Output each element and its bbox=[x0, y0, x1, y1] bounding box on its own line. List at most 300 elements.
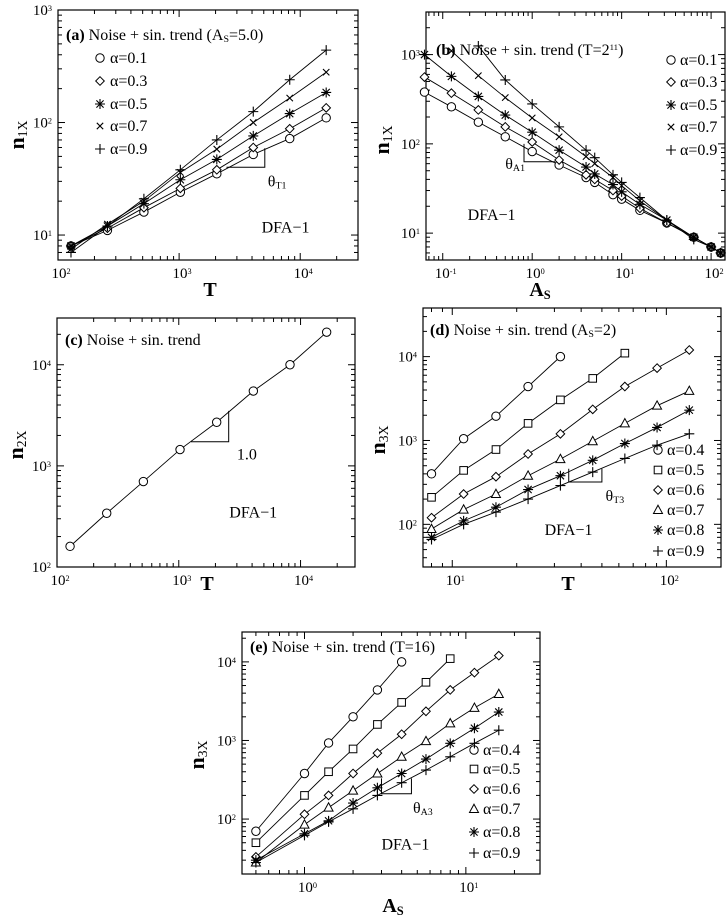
x-tick-label bbox=[705, 266, 724, 282]
star-marker bbox=[500, 110, 510, 120]
method-label: DFA−1 bbox=[261, 219, 310, 237]
method-label: DFA−1 bbox=[467, 207, 516, 225]
x-tick-label-part: 10 bbox=[50, 573, 66, 589]
plus-marker bbox=[653, 546, 663, 556]
x-tick-label-part: 10 bbox=[459, 880, 475, 896]
circle-marker bbox=[139, 477, 147, 485]
star-marker bbox=[95, 99, 105, 109]
cross-marker bbox=[556, 134, 562, 140]
triangle-marker bbox=[324, 803, 333, 811]
x-axis-label-part: A bbox=[529, 279, 544, 301]
cross-marker bbox=[323, 69, 329, 75]
x-tick-label bbox=[172, 573, 191, 589]
circle-marker bbox=[286, 134, 294, 142]
square-marker bbox=[621, 349, 629, 357]
diamond-marker bbox=[427, 513, 436, 522]
x-tick-label bbox=[51, 266, 70, 282]
diamond-marker bbox=[653, 364, 662, 373]
y-tick-label-part: 10 bbox=[216, 812, 232, 829]
panel-a bbox=[4, 3, 358, 301]
series-α=0.5 bbox=[428, 349, 705, 501]
star-marker bbox=[421, 754, 431, 764]
y-tick-label-part: 10 bbox=[31, 458, 47, 475]
series-line bbox=[424, 92, 720, 253]
slope-label-part: θ bbox=[505, 156, 513, 174]
x-axis-label bbox=[200, 573, 214, 595]
x-tick-label-part: 10 bbox=[172, 266, 188, 282]
star-marker bbox=[397, 768, 407, 778]
cross-marker bbox=[287, 95, 293, 101]
x-axis-label-part: T bbox=[561, 573, 575, 595]
diamond-marker bbox=[492, 472, 501, 481]
square-marker bbox=[325, 768, 333, 776]
x-axis-label-part: T bbox=[200, 573, 214, 595]
slope-label-part: T1 bbox=[275, 180, 287, 192]
y-axis-label-part: 2X bbox=[14, 430, 30, 448]
y-tick-label bbox=[33, 228, 52, 244]
y-tick-label-part: 10 bbox=[31, 560, 47, 576]
triangle-marker bbox=[427, 524, 436, 532]
triangle-marker bbox=[588, 436, 597, 444]
plus-marker bbox=[588, 467, 598, 477]
x-tick-label-part: 10 bbox=[615, 266, 631, 282]
panel-title-part: S bbox=[588, 329, 594, 341]
triangle-marker bbox=[620, 419, 629, 427]
legend-label: α=0.3 bbox=[680, 74, 718, 91]
star-marker bbox=[175, 175, 185, 185]
square-marker bbox=[252, 839, 260, 847]
plus-marker bbox=[212, 135, 222, 145]
slope-label-part: 1.0 bbox=[236, 446, 257, 464]
diamond-marker bbox=[685, 346, 694, 355]
plus-marker bbox=[397, 778, 407, 788]
legend-label: α=0.1 bbox=[680, 52, 718, 69]
triangle-marker bbox=[446, 719, 455, 727]
triangle-marker bbox=[556, 454, 565, 462]
y-tick-label-part: 10 bbox=[397, 433, 413, 450]
x-tick-label-part: 0 bbox=[312, 880, 318, 890]
star-marker bbox=[494, 707, 504, 717]
ticks bbox=[58, 10, 358, 260]
x-tick-label bbox=[615, 266, 634, 282]
plus-marker bbox=[666, 145, 676, 155]
circle-marker bbox=[474, 118, 482, 126]
y-tick-label-part: 10 bbox=[216, 654, 232, 671]
y-tick-label-part: 10 bbox=[397, 349, 413, 366]
y-tick-label bbox=[398, 433, 417, 449]
y-tick-label-part: 10 bbox=[397, 517, 413, 534]
series-α=0.6 bbox=[427, 346, 704, 522]
series-n2X bbox=[66, 328, 331, 551]
star-marker bbox=[469, 723, 479, 733]
legend-label: α=0.7 bbox=[110, 118, 148, 135]
plus-marker bbox=[620, 453, 630, 463]
slope-triangle bbox=[226, 148, 264, 167]
y-axis-label-part: 3X bbox=[195, 740, 211, 758]
y-tick-label bbox=[401, 226, 420, 242]
x-tick-label-part: 10 bbox=[297, 880, 313, 896]
star-marker bbox=[445, 738, 455, 748]
slope-label-part: T3 bbox=[613, 495, 625, 507]
y-tick-label-part: 10 bbox=[32, 228, 48, 245]
y-axis-label-part: n bbox=[184, 757, 209, 770]
square-marker bbox=[492, 446, 500, 454]
circle-marker bbox=[447, 103, 455, 111]
x-tick-label-part: 10 bbox=[293, 266, 309, 282]
x-tick-label-part: 3 bbox=[187, 266, 192, 276]
square-marker bbox=[301, 792, 309, 800]
y-tick-label-part: 3 bbox=[47, 3, 52, 13]
y-tick-label-part: 3 bbox=[46, 459, 51, 469]
cross-marker bbox=[97, 123, 103, 129]
plus-marker bbox=[555, 481, 565, 491]
circle-marker bbox=[349, 713, 357, 721]
star-marker bbox=[653, 525, 663, 535]
series-α=0.7 bbox=[427, 386, 704, 532]
diamond-marker bbox=[667, 78, 676, 87]
legend-label: α=0.6 bbox=[667, 482, 705, 499]
slope-label bbox=[606, 488, 625, 506]
y-tick-label bbox=[398, 350, 417, 366]
diamond-marker bbox=[528, 138, 537, 147]
cross-marker bbox=[668, 124, 674, 130]
y-axis-label-part: n bbox=[3, 447, 28, 460]
y-tick-label bbox=[33, 116, 52, 132]
x-tick-label-part: 4 bbox=[308, 573, 314, 583]
x-tick-label-part: 10 bbox=[525, 266, 541, 282]
plus-marker bbox=[469, 848, 479, 858]
method-label: DFA−1 bbox=[229, 504, 278, 522]
x-tick-label bbox=[50, 573, 69, 589]
diamond-marker bbox=[495, 651, 504, 660]
triangle-marker bbox=[653, 401, 662, 409]
x-tick-label bbox=[660, 573, 679, 589]
diamond-marker bbox=[322, 104, 331, 113]
y-tick-label bbox=[32, 560, 51, 576]
x-tick-label bbox=[173, 266, 192, 282]
x-tick-label-part: 1 bbox=[474, 880, 479, 890]
slope-label bbox=[237, 447, 257, 464]
x-tick-label-part: 2 bbox=[65, 573, 70, 583]
y-tick-label-part: 10 bbox=[31, 357, 47, 374]
slope-label-part: θ bbox=[267, 173, 276, 191]
panel-title bbox=[430, 322, 616, 340]
star-marker bbox=[555, 471, 565, 481]
star-marker bbox=[588, 455, 598, 465]
square-marker bbox=[349, 745, 357, 753]
circle-marker bbox=[300, 769, 308, 777]
circle-marker bbox=[212, 418, 220, 426]
y-tick-label-part: 10 bbox=[216, 733, 232, 750]
x-tick-label-part: 3 bbox=[187, 573, 192, 583]
x-axis-label bbox=[382, 895, 403, 918]
triangle-marker bbox=[654, 505, 663, 513]
y-tick-label-part: 2 bbox=[47, 116, 52, 126]
triangle-marker bbox=[685, 386, 694, 394]
star-marker bbox=[321, 87, 331, 97]
square-marker bbox=[470, 765, 478, 773]
x-axis-label bbox=[561, 573, 575, 595]
panel-title-part: S bbox=[223, 34, 229, 46]
diamond-marker bbox=[588, 405, 597, 414]
diamond-marker bbox=[474, 106, 483, 115]
panel-title-part: Noise + sin. trend bbox=[82, 332, 201, 349]
cross-marker bbox=[214, 146, 220, 152]
cross-marker bbox=[475, 73, 481, 79]
square-marker bbox=[524, 420, 532, 428]
circle-marker bbox=[420, 88, 428, 96]
star-marker bbox=[473, 91, 483, 101]
circle-marker bbox=[252, 827, 260, 835]
y-tick-label-part: 1 bbox=[415, 226, 420, 236]
y-tick-label-part: 10 bbox=[32, 115, 48, 132]
plus-marker bbox=[445, 752, 455, 762]
y-tick-label bbox=[32, 358, 51, 374]
y-tick-label-part: 2 bbox=[46, 560, 51, 570]
y-axis-label-part: 1X bbox=[15, 120, 31, 138]
slope-label bbox=[505, 156, 525, 174]
y-axis-label-part: n bbox=[4, 137, 29, 150]
y-axis-label-part: n bbox=[365, 442, 390, 455]
plot-frame bbox=[58, 10, 358, 260]
x-tick-label-part: 0 bbox=[540, 266, 545, 276]
x-tick-label-part: 10 bbox=[172, 573, 188, 589]
series-α=0.6 bbox=[252, 651, 521, 861]
circle-marker bbox=[286, 361, 294, 369]
legend-label: α=0.6 bbox=[483, 781, 521, 798]
star-marker bbox=[652, 422, 662, 432]
y-tick-label-part: 4 bbox=[231, 655, 236, 665]
cross-marker bbox=[250, 119, 256, 125]
panel-title-part: ) bbox=[618, 42, 624, 59]
slope-label-part: A1 bbox=[512, 163, 526, 175]
circle-marker bbox=[397, 658, 405, 666]
circle-marker bbox=[66, 542, 74, 550]
square-marker bbox=[557, 396, 565, 404]
y-tick-label bbox=[217, 733, 236, 749]
x-tick-label-part: 2 bbox=[66, 266, 71, 276]
diamond-marker bbox=[556, 430, 565, 439]
legend-label: α=0.9 bbox=[667, 543, 705, 560]
x-axis-label-part: A bbox=[382, 895, 397, 917]
triangle-marker bbox=[300, 820, 309, 828]
x-tick-label-part: 10 bbox=[434, 266, 450, 282]
legend-label: α=0.8 bbox=[667, 522, 705, 539]
ticks bbox=[57, 318, 355, 567]
panel-title-part: (e) bbox=[250, 639, 268, 656]
circle-marker bbox=[492, 412, 500, 420]
circle-marker bbox=[322, 328, 330, 336]
y-axis-label-part: n bbox=[369, 142, 394, 155]
panel-title-part: Noise + sin. trend (A bbox=[84, 27, 224, 44]
slope-label-part: A3 bbox=[420, 807, 433, 819]
circle-marker bbox=[667, 56, 675, 64]
triangle-marker bbox=[491, 489, 500, 497]
star-marker bbox=[684, 405, 694, 415]
slope-label bbox=[268, 174, 287, 192]
square-marker bbox=[398, 699, 406, 707]
diamond-marker bbox=[524, 450, 533, 459]
triangle-marker bbox=[397, 752, 406, 760]
circle-marker bbox=[96, 54, 104, 62]
panel-title-part: =5.0) bbox=[228, 27, 264, 44]
x-tick-label-part: 10 bbox=[659, 573, 675, 589]
x-tick-label-part: 2 bbox=[674, 573, 679, 583]
x-tick-label bbox=[294, 573, 313, 589]
plus-marker bbox=[139, 194, 149, 204]
slope-triangle bbox=[381, 778, 411, 793]
circle-marker bbox=[427, 470, 435, 478]
triangle-marker bbox=[494, 689, 503, 697]
legend-label: α=0.5 bbox=[483, 761, 521, 778]
square-marker bbox=[654, 466, 662, 474]
diamond-marker bbox=[470, 785, 479, 794]
plus-marker bbox=[175, 165, 185, 175]
star-marker bbox=[581, 162, 591, 172]
x-tick-label-part: 10 bbox=[445, 573, 461, 589]
x-tick-label-part: 10 bbox=[704, 266, 720, 282]
slope-label bbox=[413, 800, 433, 818]
y-axis-label bbox=[184, 740, 210, 769]
x-axis-label bbox=[529, 279, 550, 302]
y-tick-label-part: 2 bbox=[231, 812, 236, 822]
y-tick-label-part: 4 bbox=[412, 350, 417, 360]
plus-marker bbox=[523, 494, 533, 504]
triangle-marker bbox=[373, 769, 382, 777]
x-tick-label-part: 10 bbox=[293, 573, 309, 589]
circle-marker bbox=[556, 352, 564, 360]
plus-marker bbox=[95, 144, 105, 154]
y-axis-label bbox=[4, 120, 30, 149]
triangle-marker bbox=[421, 736, 430, 744]
slope-label-part: θ bbox=[605, 487, 614, 505]
plus-marker bbox=[684, 429, 694, 439]
legend-label: α=0.8 bbox=[483, 824, 521, 841]
x-tick-label-part: 10 bbox=[51, 266, 67, 282]
square-marker bbox=[422, 678, 430, 686]
triangle-marker bbox=[524, 471, 533, 479]
square-marker bbox=[446, 655, 454, 663]
star-marker bbox=[554, 145, 564, 155]
panel-title-part: =2) bbox=[593, 322, 617, 339]
plus-marker bbox=[421, 765, 431, 775]
y-tick-label bbox=[401, 48, 420, 64]
y-axis-label-part: 3X bbox=[376, 425, 392, 443]
circle-marker bbox=[176, 445, 184, 453]
x-tick-label bbox=[298, 880, 317, 896]
panel-c bbox=[3, 318, 355, 595]
x-tick-label bbox=[294, 266, 313, 282]
x-tick-label bbox=[459, 880, 478, 896]
star-marker bbox=[620, 439, 630, 449]
slope-label-part: θ bbox=[412, 799, 421, 817]
x-tick-label bbox=[446, 573, 465, 589]
y-tick-label-part: 4 bbox=[46, 358, 51, 368]
legend-label: α=0.4 bbox=[483, 742, 521, 759]
series-α=0.5 bbox=[252, 655, 520, 847]
star-marker bbox=[590, 169, 600, 179]
star-marker bbox=[212, 154, 222, 164]
legend-label: α=0.5 bbox=[110, 96, 148, 113]
panel-title bbox=[65, 332, 201, 349]
triangle-marker bbox=[470, 804, 479, 812]
legend-label: α=0.1 bbox=[110, 50, 148, 67]
star-marker bbox=[248, 131, 258, 141]
star-marker bbox=[523, 485, 533, 495]
y-tick-label-part: 1 bbox=[47, 228, 52, 238]
y-tick-label-part: 3 bbox=[231, 734, 236, 744]
y-tick-label-part: 3 bbox=[412, 434, 417, 444]
circle-marker bbox=[249, 387, 257, 395]
x-axis-label-part: S bbox=[543, 287, 551, 302]
x-tick-label-part: 1 bbox=[460, 573, 465, 583]
panel-title-part: (c) bbox=[65, 332, 83, 349]
y-tick-label-part: 2 bbox=[412, 517, 417, 527]
panel-title-part: Noise + sin. trend (T=16) bbox=[267, 639, 436, 656]
legend-label: α=0.7 bbox=[680, 119, 718, 136]
circle-marker bbox=[501, 133, 509, 141]
panel-title bbox=[66, 27, 263, 45]
y-tick-label-part: 10 bbox=[400, 136, 416, 153]
legend-label: α=0.3 bbox=[110, 73, 148, 90]
triangle-marker bbox=[470, 703, 479, 711]
panel-d bbox=[365, 308, 721, 595]
legend-label: α=0.4 bbox=[667, 442, 705, 459]
star-marker bbox=[666, 100, 676, 110]
panel-title-part: (a) bbox=[66, 27, 85, 44]
series-line bbox=[256, 694, 499, 862]
y-tick-label-part: 2 bbox=[415, 137, 420, 147]
circle-marker bbox=[324, 739, 332, 747]
y-tick-label-part: 10 bbox=[400, 47, 416, 64]
legend-label: α=0.9 bbox=[483, 845, 521, 862]
y-tick-label-part: 10 bbox=[32, 3, 48, 19]
plus-marker bbox=[372, 790, 382, 800]
star-marker bbox=[469, 827, 479, 837]
circle-marker bbox=[103, 509, 111, 517]
diamond-marker bbox=[501, 123, 510, 132]
legend-label: α=0.9 bbox=[680, 142, 718, 159]
y-tick-label bbox=[217, 812, 236, 828]
diamond-marker bbox=[654, 486, 663, 495]
circle-marker bbox=[459, 435, 467, 443]
star-marker bbox=[285, 109, 295, 119]
circle-marker bbox=[524, 382, 532, 390]
x-tick-label-part: 2 bbox=[719, 266, 724, 276]
panel-title-part: 11 bbox=[609, 42, 619, 53]
star-marker bbox=[419, 50, 429, 60]
diamond-marker bbox=[459, 490, 468, 499]
y-tick-label bbox=[32, 459, 51, 475]
y-tick-label bbox=[217, 655, 236, 671]
square-marker bbox=[589, 375, 597, 383]
square-marker bbox=[460, 467, 468, 475]
y-tick-label-part: 10 bbox=[400, 226, 416, 243]
y-axis-label-part: 1X bbox=[380, 125, 396, 143]
series-α=0.4 bbox=[427, 352, 704, 478]
cross-marker bbox=[529, 115, 535, 121]
x-axis-label-part: T bbox=[203, 279, 217, 301]
plus-marker bbox=[494, 725, 504, 735]
panel-title-part: (d) bbox=[430, 322, 450, 339]
triangle-marker bbox=[349, 786, 358, 794]
circle-marker bbox=[654, 446, 662, 454]
legend-label: α=0.9 bbox=[110, 141, 148, 158]
legend-label: α=0.5 bbox=[667, 462, 705, 479]
cross-marker bbox=[502, 94, 508, 100]
y-axis-label bbox=[3, 430, 29, 459]
panel-title bbox=[250, 639, 435, 656]
